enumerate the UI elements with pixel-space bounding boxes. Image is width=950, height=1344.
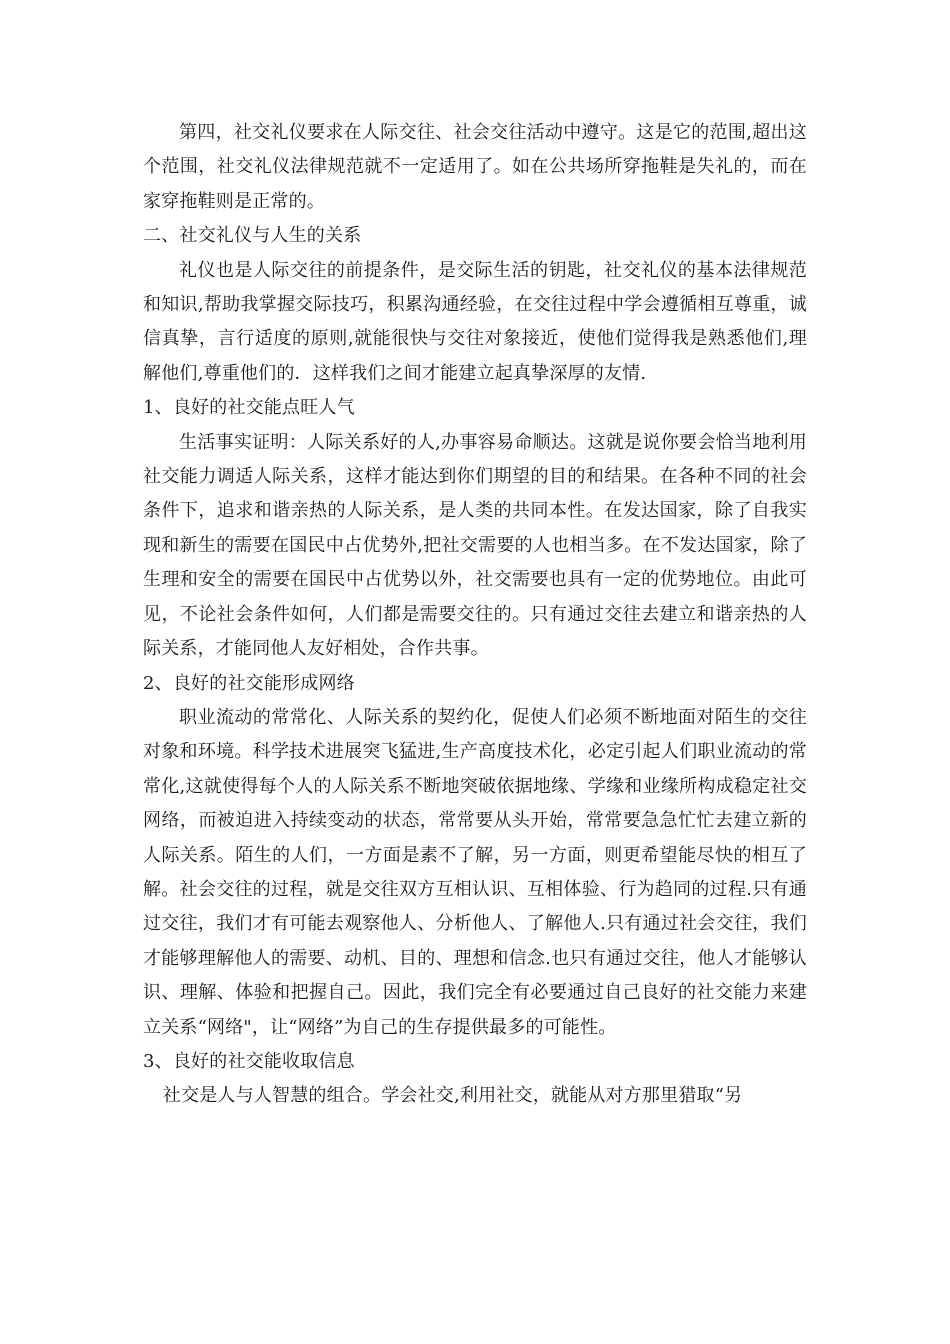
paragraph-career-mobility: 职业流动的常常化、人际关系的契约化，促使人们必须不断地面对陌生的交往对象和环境。科学技术进展突飞猛进,生产高度技术化，必定引起人们职业流动的常常化,这就使得每个人的人际关系不断地突破依据地缘、学缘和业缘所构成稳定社交网络，而被迫进入持续变动的状态，常常要从头开始，常常要急急忙忙去建立新的人际关系。陌生的人们，一方面是素不了解，另一方面，则更希望能尽快的相互了解。社会交往的过程，就是交往双方互相认识、互相体验、行为趋同的过程.只有通过交往，我们才有可能去观察他人、分析他人、了解他人.只有通过社会交往，我们才能够理解他人的需要、动机、目的、理想和信念.也只有通过交往，他人才能够认识、理解、体验和把握自己。因此，我们完全有必要通过自己良好的社交能力来建立关系“网络"，让“网络”为自己的生存提供最多的可能性。 (143, 706, 807, 1038)
paragraph-social-wisdom: 社交是人与人智慧的组合。学会社交,利用社交，就能从对方那里猎取“另 (162, 1085, 743, 1107)
section-heading-relation: 二、社交礼仪与人生的关系 (143, 225, 362, 247)
paragraph-etiquette-premise: 礼仪也是人际交往的前提条件，是交际生活的钥匙，社交礼仪的基本法律规范和知识,帮助我掌握交际技巧，积累沟通经验，在交往过程中学会遵循相互尊重，诚信真挚，言行适度的原则,就能很快与交往对象接近，使他们觉得我是熟悉他们,理解他们,尊重他们的．这样我们之间才能建立起真挚深厚的友情. (143, 259, 807, 384)
subheading-popularity: 1、良好的社交能点旺人气 (143, 397, 355, 419)
document-body (143, 116, 807, 1114)
paragraph-scope: 第四，社交礼仪要求在人际交往、社会交往活动中遵守。这是它的范围,超出这个范围，社交礼仪法律规范就不一定适用了。如在公共场所穿拖鞋是失礼的，而在家穿拖鞋则是正常的。 (143, 122, 807, 212)
subheading-information: 3、良好的社交能收取信息 (143, 1050, 355, 1072)
paragraph-life-facts: 生活事实证明：人际关系好的人,办事容易命顺达。这就是说你要会恰当地利用社交能力调适人际关系，这样才能达到你们期望的目的和结果。在各种不同的社会条件下，追求和谐亲热的人际关系，是人类的共同本性。在发达国家，除了自我实现和新生的需要在国民中占优势外,把社交需要的人也相当多。在不发达国家，除了生理和安全的需要在国民中占优势以外，社交需要也具有一定的优势地位。由此可见，不论社会条件如何，人们都是需要交往的。只有通过交往去建立和谐亲热的人际关系，才能同他人友好相处，合作共事。 (143, 431, 807, 660)
subheading-network: 2、良好的社交能形成网络 (143, 672, 355, 694)
